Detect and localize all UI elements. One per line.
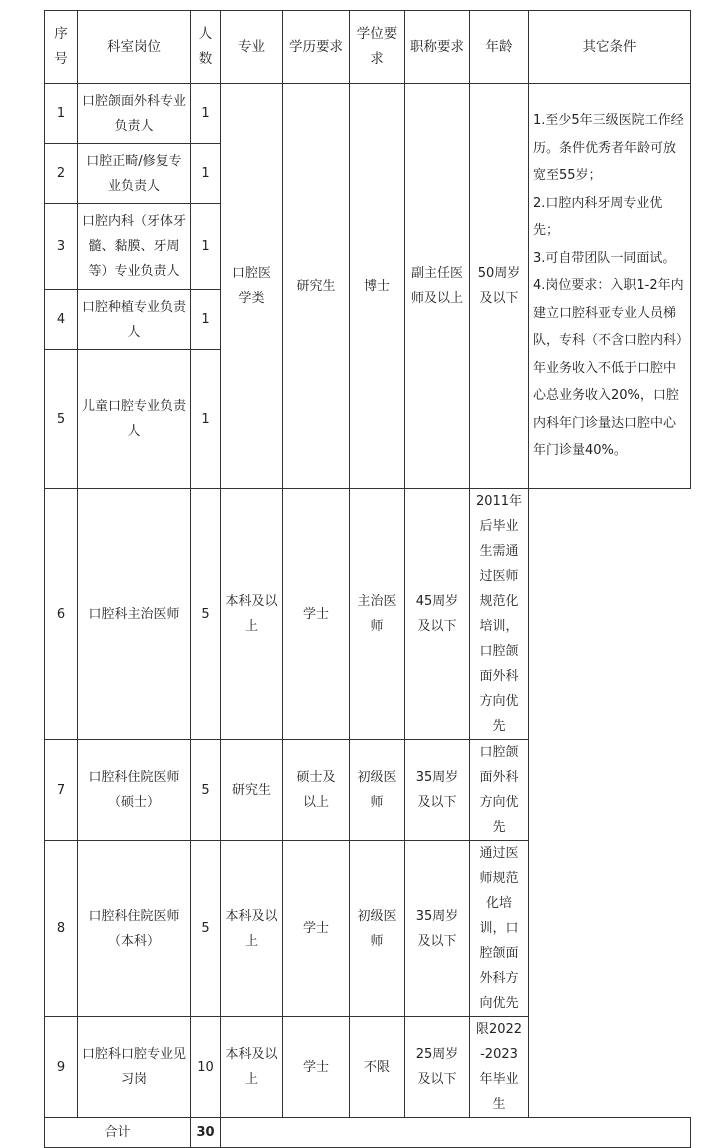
header-title: 职称要求 <box>405 11 470 84</box>
seq-cell: 5 <box>45 350 78 489</box>
dept-cell: 口腔种植专业负责人 <box>78 290 191 350</box>
header-count: 人数 <box>191 11 221 84</box>
dept-cell: 口腔内科（牙体牙髓、黏膜、牙周等）专业负责人 <box>78 204 191 290</box>
total-empty <box>221 1118 691 1148</box>
edu-cell: 本科及以上 <box>221 841 283 1017</box>
count-cell: 1 <box>191 84 221 144</box>
other-cell: 2011年后毕业生需通过医师规范化培训，口腔颌面外科方向优先 <box>470 489 529 740</box>
seq-cell: 9 <box>45 1017 78 1118</box>
dept-cell: 口腔颌面外科专业负责人 <box>78 84 191 144</box>
seq-cell: 6 <box>45 489 78 740</box>
header-seq: 序号 <box>45 11 78 84</box>
count-cell: 5 <box>191 841 221 1017</box>
seq-cell: 8 <box>45 841 78 1017</box>
edu-cell: 研究生 <box>221 740 283 841</box>
header-degree: 学位要求 <box>350 11 405 84</box>
title-cell: 不限 <box>350 1017 405 1118</box>
count-cell: 10 <box>191 1017 221 1118</box>
header-major: 专业 <box>221 11 283 84</box>
other-cell: 1.至少5年三级医院工作经历。条件优秀者年龄可放宽至55岁； 2.口腔内科牙周专业优先； 3.可自带团队一同面试。 4.岗位要求：入职1-2年内建立口腔科亚专业人员梯队，专科（不含口腔内科）年业务收入不低于口腔中心总业务收入20%，口腔内科年门诊量达口腔中心年门诊量40%。 <box>529 84 691 489</box>
other-cell: 限2022-2023年毕业生 <box>470 1017 529 1118</box>
total-label: 合计 <box>45 1118 191 1148</box>
header-row <box>45 11 691 84</box>
seq-cell: 2 <box>45 144 78 204</box>
count-cell: 5 <box>191 489 221 740</box>
title-cell: 初级医师 <box>350 740 405 841</box>
seq-cell: 1 <box>45 84 78 144</box>
recruitment-table <box>44 10 691 1148</box>
degree-cell: 硕士及以上 <box>283 740 350 841</box>
table-row <box>45 84 691 144</box>
other-cell: 口腔颌面外科方向优先 <box>470 740 529 841</box>
total-value: 30 <box>191 1118 221 1148</box>
degree-cell: 学士 <box>283 841 350 1017</box>
degree-cell: 博士 <box>350 84 405 489</box>
age-cell: 35周岁及以下 <box>405 841 470 1017</box>
edu-cell: 本科及以上 <box>221 489 283 740</box>
seq-cell: 7 <box>45 740 78 841</box>
degree-cell: 学士 <box>283 1017 350 1118</box>
header-edu: 学历要求 <box>283 11 350 84</box>
title-cell: 初级医师 <box>350 841 405 1017</box>
table-row <box>45 841 691 1017</box>
table-row <box>45 1017 691 1118</box>
header-age: 年龄 <box>470 11 529 84</box>
dept-cell: 口腔科住院医师（本科） <box>78 841 191 1017</box>
count-cell: 1 <box>191 350 221 489</box>
dept-cell: 口腔正畸/修复专业负责人 <box>78 144 191 204</box>
count-cell: 1 <box>191 144 221 204</box>
header-dept: 科室岗位 <box>78 11 191 84</box>
age-cell: 50周岁及以下 <box>470 84 529 489</box>
seq-cell: 3 <box>45 204 78 290</box>
table-row <box>45 489 691 740</box>
major-cell: 口腔医学类 <box>221 84 283 489</box>
dept-cell: 口腔科口腔专业见习岗 <box>78 1017 191 1118</box>
table-row <box>45 740 691 841</box>
degree-cell: 学士 <box>283 489 350 740</box>
seq-cell: 4 <box>45 290 78 350</box>
age-cell: 45周岁及以下 <box>405 489 470 740</box>
dept-cell: 儿童口腔专业负责人 <box>78 350 191 489</box>
edu-cell: 本科及以上 <box>221 1017 283 1118</box>
title-cell: 副主任医师及以上 <box>405 84 470 489</box>
header-other: 其它条件 <box>529 11 691 84</box>
count-cell: 5 <box>191 740 221 841</box>
total-row <box>45 1118 691 1148</box>
title-cell: 主治医师 <box>350 489 405 740</box>
count-cell: 1 <box>191 204 221 290</box>
age-cell: 25周岁及以下 <box>405 1017 470 1118</box>
count-cell: 1 <box>191 290 221 350</box>
other-cell: 通过医师规范化培训，口腔颌面外科方向优先 <box>470 841 529 1017</box>
age-cell: 35周岁及以下 <box>405 740 470 841</box>
dept-cell: 口腔科住院医师（硕士） <box>78 740 191 841</box>
dept-cell: 口腔科主治医师 <box>78 489 191 740</box>
edu-cell: 研究生 <box>283 84 350 489</box>
